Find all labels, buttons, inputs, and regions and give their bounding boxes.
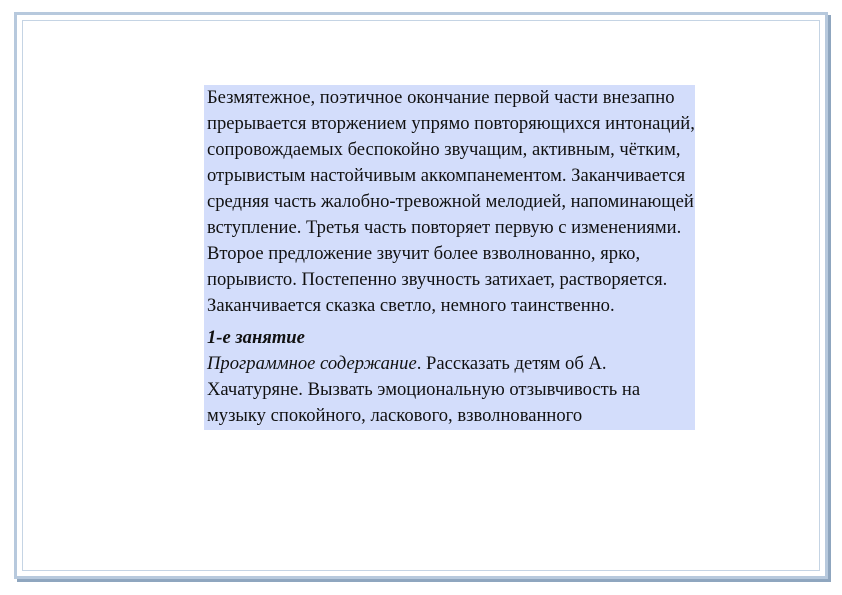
program-text: . Рассказать детям об А. Хачатуряне. Вызвать эмоциональную отзывчивость на музыку спокойного, ласкового, взволнованного — [207, 353, 641, 426]
description-paragraph: Безмятежное, поэтичное окончание первой части внезапно прерывается вторжением упрямо повторяющихся интонаций, сопровождаемых беспокойно звучащим, активным, чётким, отрывистым настойчивым аккомпанементом. Заканчивается средняя часть жалобно-тревожной мелодией, напоминающей вступление. Третья часть повторяет первую с изменениями. Второе предложение звучит более взволнованно, ярко, порывисто. Постепенно звучность затихает, растворяется. Заканчивается сказка светло, немного таинственно. — [207, 87, 695, 316]
program-paragraph — [207, 351, 695, 429]
slide-text-box — [204, 85, 695, 430]
session-heading: 1-е занятие — [207, 327, 305, 348]
program-label: Программное содержание — [207, 353, 417, 374]
